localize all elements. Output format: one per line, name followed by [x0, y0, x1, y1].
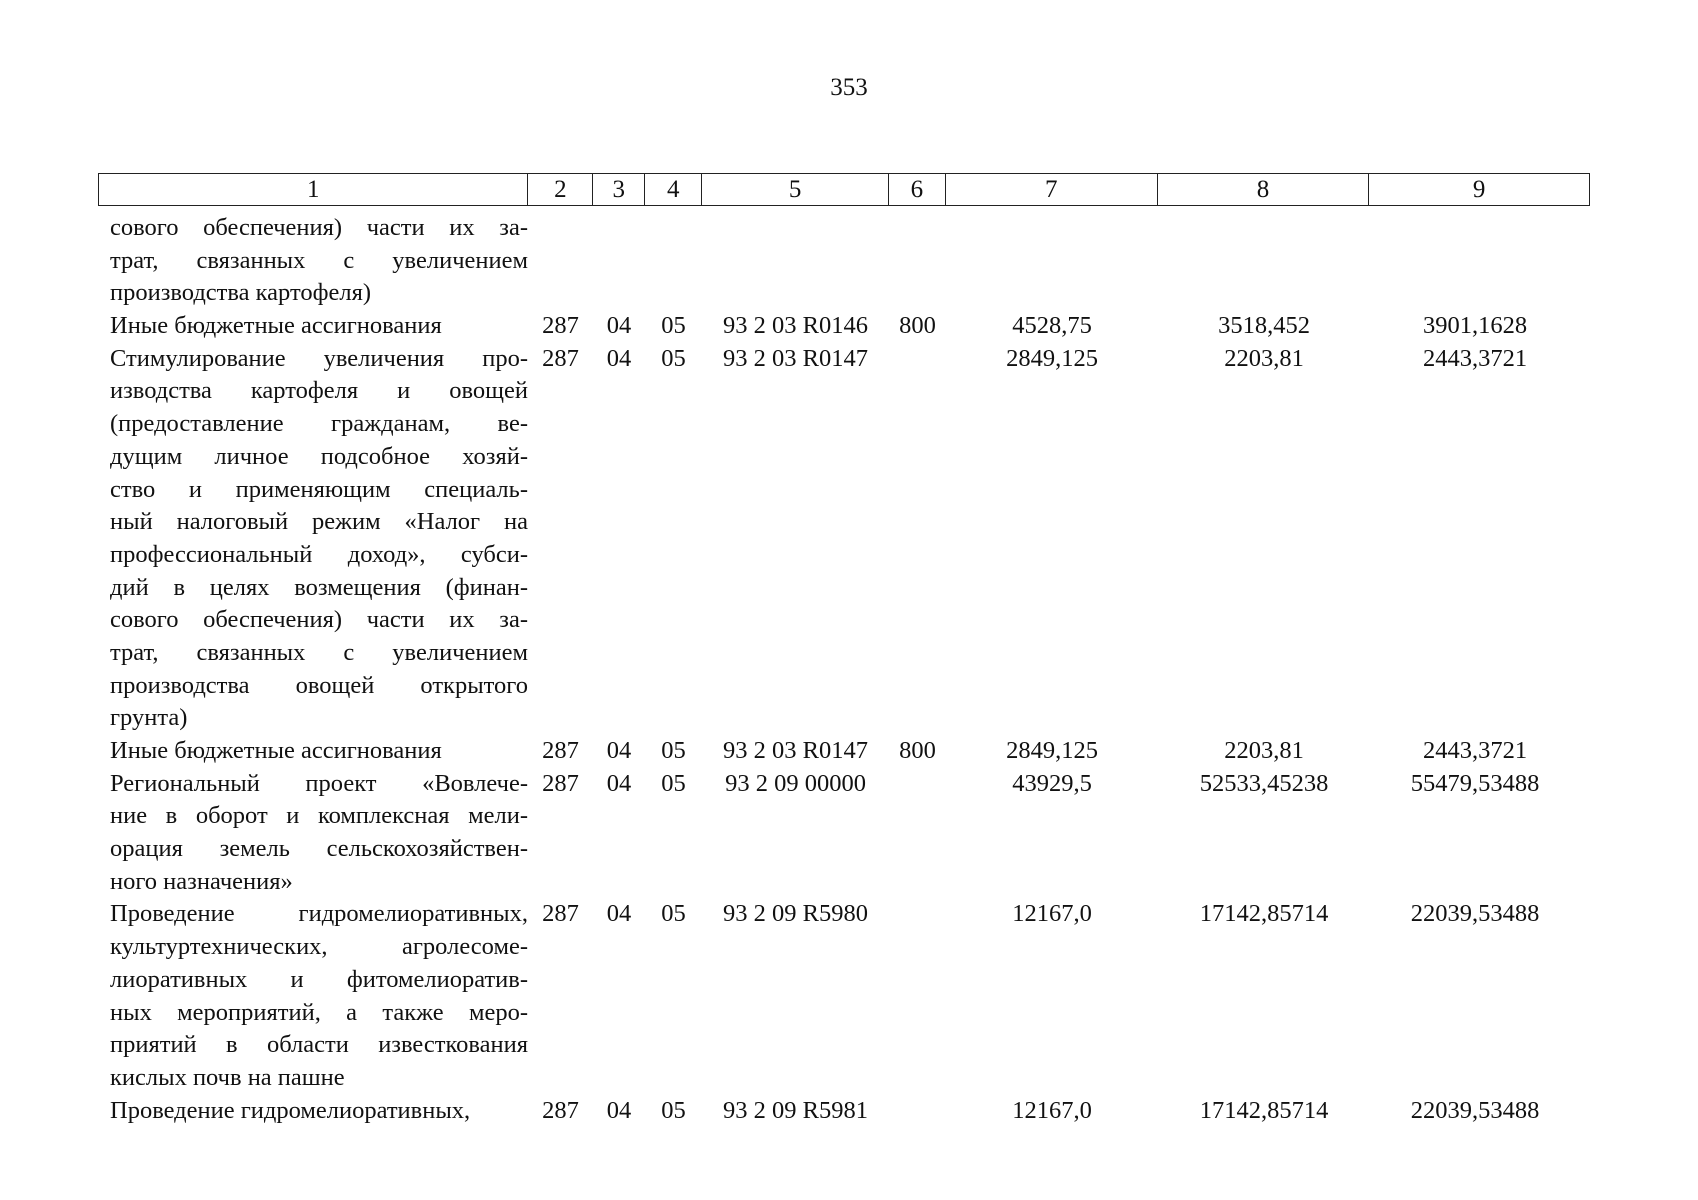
cell-col-5: 93 2 09 R5981 [723, 1096, 868, 1124]
cell-col-6 [889, 768, 946, 801]
cell-col-8: 2203,81 [1224, 737, 1304, 764]
cell-col-6 [889, 212, 946, 245]
description-line: Иные бюджетные ассигнования [110, 312, 442, 340]
cell-col-8: 2203,81 [1224, 344, 1304, 372]
description-line: изводства картофеля и овощей [110, 377, 528, 405]
cell-col-9: 2443,3721 [1422, 344, 1528, 372]
cell-col-8: 17142,85714 [1199, 900, 1329, 928]
description-line: Проведение гидромелиоративных, [110, 900, 528, 928]
cell-col-7: 43929,5 [1012, 769, 1092, 797]
cell-col-2: 287 [542, 769, 579, 797]
table-row [98, 310, 1590, 343]
description-line: трат, связанных с увеличением [110, 638, 528, 666]
row-description [98, 735, 528, 768]
description-line: Иные бюджетные ассигнования [110, 737, 442, 764]
cell-col-2: 287 [542, 737, 579, 764]
row-description [98, 212, 528, 310]
cell-col-2: 287 [542, 1096, 579, 1124]
description-line: трат, связанных с увеличением [110, 246, 528, 274]
description-line: ство и применяющим специаль- [110, 475, 528, 503]
cell-col-9: 3901,1628 [1422, 312, 1528, 340]
description-line: Проведение гидромелиоративных, [110, 1096, 471, 1124]
cell-col-6 [889, 343, 946, 376]
table-row [98, 343, 1590, 735]
cell-col-8: 52533,45238 [1199, 769, 1329, 797]
description-line: кислых почв на пашне [110, 1063, 345, 1091]
cell-col-6 [889, 1095, 946, 1128]
cell-col-4: 05 [661, 900, 686, 928]
cell-col-9: 22039,53488 [1410, 1096, 1540, 1124]
cell-col-7: 2849,125 [1006, 737, 1098, 764]
cell-col-7 [946, 212, 1158, 245]
table-row [98, 735, 1590, 768]
description-line: сового обеспечения) части их за- [110, 606, 528, 634]
cell-col-7: 4528,75 [1012, 312, 1092, 340]
description-line: ных мероприятий, а также меро- [110, 998, 528, 1026]
cell-col-3: 04 [606, 737, 632, 764]
header-cell: 6 [889, 174, 946, 205]
description-line: дущим личное подсобное хозяй- [110, 442, 528, 470]
cell-col-2: 287 [542, 312, 579, 340]
description-line: производства овощей открытого [110, 671, 528, 699]
cell-col-5: 93 2 09 R5980 [723, 900, 868, 928]
description-line: орация земель сельскохозяйствен- [110, 835, 528, 863]
cell-col-7: 12167,0 [1012, 900, 1092, 928]
cell-col-2: 287 [542, 344, 579, 372]
header-cell: 3 [593, 174, 645, 205]
cell-col-6: 800 [899, 312, 936, 340]
cell-col-4 [645, 212, 702, 245]
cell-col-8: 17142,85714 [1199, 1096, 1329, 1124]
cell-col-4: 05 [661, 737, 686, 764]
description-line: культуртехнических, агролесоме- [110, 933, 528, 961]
cell-col-4: 05 [661, 1096, 686, 1124]
header-cell: 2 [528, 174, 593, 205]
row-description [98, 898, 528, 1094]
description-line: (предоставление гражданам, ве- [110, 410, 528, 438]
description-line: сового обеспечения) части их за- [110, 214, 528, 241]
description-line: профессиональный доход», субси- [110, 540, 528, 568]
cell-col-7: 2849,125 [1006, 344, 1098, 372]
header-cell: 9 [1472, 176, 1486, 203]
description-line: приятий в области известкования [110, 1031, 528, 1059]
description-line: лиоративных и фитомелиоратив- [110, 965, 528, 993]
cell-col-3: 04 [606, 769, 632, 797]
header-cell: 7 [946, 174, 1158, 205]
cell-col-9 [1370, 212, 1580, 245]
cell-col-7: 12167,0 [1012, 1096, 1092, 1124]
cell-col-5: 93 2 03 R0147 [723, 344, 868, 372]
cell-col-5: 93 2 03 R0146 [723, 312, 868, 340]
page-number: 353 [830, 74, 868, 101]
description-line: Региональный проект «Вовлече- [110, 769, 528, 797]
table-row [98, 768, 1590, 899]
description-line: грунта) [110, 704, 188, 732]
cell-col-6 [889, 898, 946, 931]
description-line: ного назначения» [110, 867, 293, 895]
cell-col-3: 04 [606, 1096, 632, 1124]
cell-col-9: 2443,3721 [1422, 737, 1528, 764]
cell-col-9: 22039,53488 [1410, 900, 1540, 928]
table-body [98, 212, 1590, 1127]
cell-col-5: 93 2 03 R0147 [723, 737, 868, 764]
header-cell: 4 [645, 174, 702, 205]
row-description [98, 310, 528, 343]
table-header [98, 173, 1590, 206]
cell-col-6: 800 [899, 737, 936, 764]
table-row [98, 898, 1590, 1094]
description-line: ние в оборот и комплексная мели- [110, 802, 528, 830]
header-cell: 8 [1158, 174, 1370, 205]
cell-col-9: 55479,53488 [1410, 769, 1540, 797]
table-row [98, 212, 1590, 310]
header-cell: 1 [99, 174, 528, 205]
cell-col-3: 04 [606, 344, 632, 372]
cell-col-5: 93 2 09 00000 [725, 769, 866, 797]
row-description [98, 343, 528, 735]
cell-col-4: 05 [661, 312, 686, 340]
cell-col-5 [702, 212, 889, 245]
cell-col-4: 05 [661, 344, 686, 372]
row-description [98, 1095, 528, 1128]
description-line: производства картофеля) [110, 279, 372, 307]
description-line: ный налоговый режим «Налог на [110, 508, 528, 536]
table-row [98, 1095, 1590, 1128]
cell-col-3 [593, 212, 645, 245]
cell-col-2: 287 [542, 900, 579, 928]
row-description [98, 768, 528, 899]
header-cell: 5 [702, 174, 889, 205]
description-line: дий в целях возмещения (финан- [110, 573, 528, 601]
cell-col-3: 04 [606, 900, 632, 928]
cell-col-3: 04 [606, 312, 632, 340]
cell-col-8 [1158, 212, 1370, 245]
cell-col-2 [528, 212, 593, 245]
cell-col-4: 05 [661, 769, 686, 797]
cell-col-8: 3518,452 [1218, 312, 1310, 340]
description-line: Стимулирование увеличения про- [110, 344, 528, 372]
